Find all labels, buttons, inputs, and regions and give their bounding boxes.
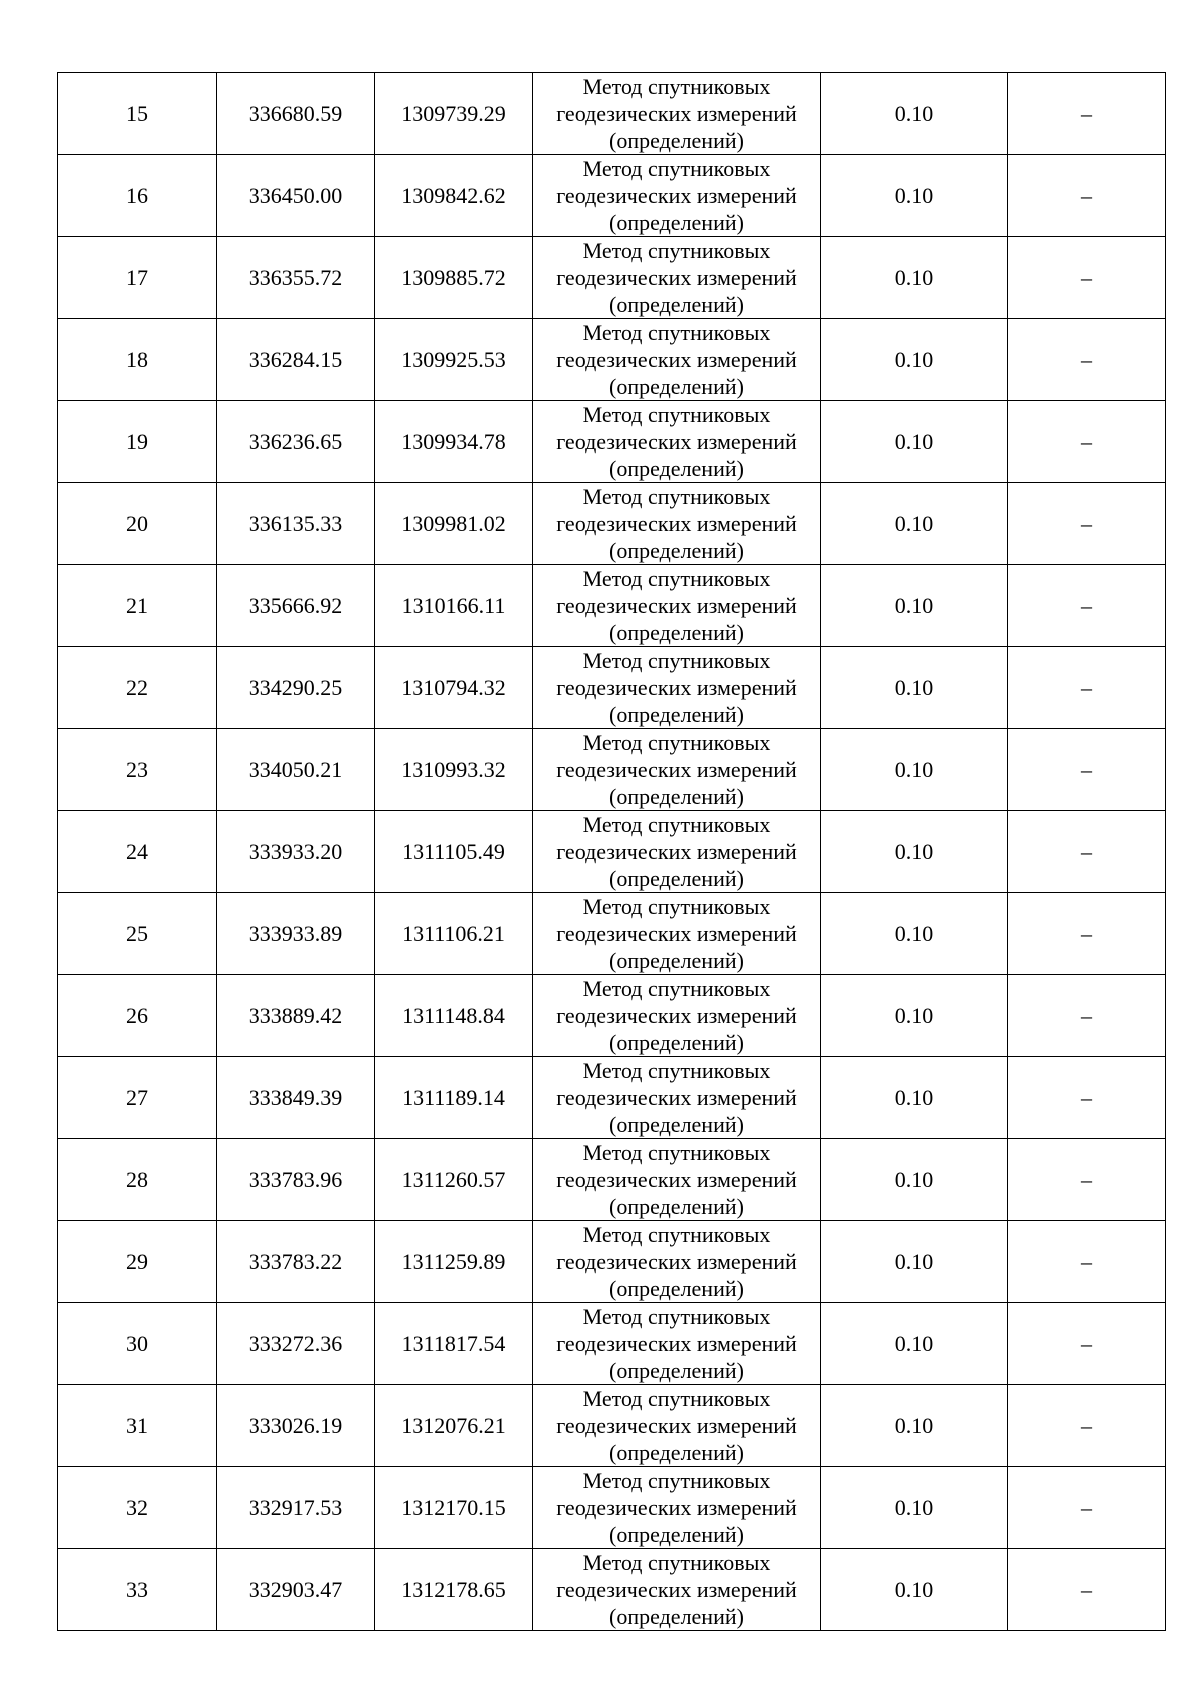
method-text-line: (определений) [609,702,744,727]
point-number-cell: 18 [58,319,217,401]
accuracy-cell: 0.10 [821,1057,1008,1139]
method-text-line: (определений) [609,784,744,809]
method-text-line: геодезических измерений [556,265,797,290]
point-number-cell: 23 [58,729,217,811]
note-cell: – [1008,647,1166,729]
method-cell [533,1385,821,1467]
method-text-line: Метод спутниковых [582,1140,771,1165]
note-cell: – [1008,1467,1166,1549]
method-text-line: (определений) [609,1604,744,1629]
x-coordinate-cell: 334290.25 [217,647,375,729]
table-row [58,237,1166,319]
accuracy-cell: 0.10 [821,565,1008,647]
method-cell [533,73,821,155]
table-row [58,1057,1166,1139]
method-text-line: (определений) [609,866,744,891]
method-text-line: (определений) [609,1522,744,1547]
table-row [58,1221,1166,1303]
method-cell [533,237,821,319]
table-row [58,401,1166,483]
method-text-line: геодезических измерений [556,921,797,946]
table-row [58,1467,1166,1549]
method-text-line: (определений) [609,456,744,481]
point-number-cell: 30 [58,1303,217,1385]
accuracy-cell: 0.10 [821,237,1008,319]
accuracy-cell: 0.10 [821,1549,1008,1631]
method-text-line: Метод спутниковых [582,484,771,509]
method-text-line: геодезических измерений [556,183,797,208]
note-cell: – [1008,975,1166,1057]
x-coordinate-cell: 333849.39 [217,1057,375,1139]
method-text-line: геодезических измерений [556,347,797,372]
y-coordinate-cell: 1311189.14 [375,1057,533,1139]
x-coordinate-cell: 332903.47 [217,1549,375,1631]
x-coordinate-cell: 333783.22 [217,1221,375,1303]
point-number-cell: 31 [58,1385,217,1467]
table-row [58,1549,1166,1631]
method-cell [533,1303,821,1385]
y-coordinate-cell: 1311105.49 [375,811,533,893]
method-cell [533,729,821,811]
x-coordinate-cell: 333933.89 [217,893,375,975]
method-text-line: (определений) [609,1030,744,1055]
method-text-line: (определений) [609,292,744,317]
accuracy-cell: 0.10 [821,155,1008,237]
x-coordinate-cell: 333272.36 [217,1303,375,1385]
method-text-line: Метод спутниковых [582,156,771,181]
note-cell: – [1008,483,1166,565]
note-cell: – [1008,1385,1166,1467]
table-row [58,893,1166,975]
method-text-line: Метод спутниковых [582,730,771,755]
y-coordinate-cell: 1310794.32 [375,647,533,729]
note-cell: – [1008,1057,1166,1139]
table-row [58,811,1166,893]
method-text-line: Метод спутниковых [582,812,771,837]
method-text-line: (определений) [609,538,744,563]
method-cell [533,1057,821,1139]
x-coordinate-cell: 336284.15 [217,319,375,401]
method-text-line: геодезических измерений [556,1495,797,1520]
method-text-line: Метод спутниковых [582,320,771,345]
accuracy-cell: 0.10 [821,73,1008,155]
method-text-line: геодезических измерений [556,511,797,536]
note-cell: – [1008,319,1166,401]
method-cell [533,565,821,647]
note-cell: – [1008,237,1166,319]
method-text-line: Метод спутниковых [582,566,771,591]
note-cell: – [1008,155,1166,237]
x-coordinate-cell: 336135.33 [217,483,375,565]
method-text-line: (определений) [609,1440,744,1465]
method-cell [533,319,821,401]
table-row [58,565,1166,647]
point-number-cell: 24 [58,811,217,893]
table-row [58,319,1166,401]
point-number-cell: 32 [58,1467,217,1549]
y-coordinate-cell: 1309739.29 [375,73,533,155]
point-number-cell: 17 [58,237,217,319]
table-row [58,1139,1166,1221]
y-coordinate-cell: 1311817.54 [375,1303,533,1385]
x-coordinate-cell: 333889.42 [217,975,375,1057]
method-text-line: геодезических измерений [556,101,797,126]
table-body [58,73,1166,1631]
accuracy-cell: 0.10 [821,975,1008,1057]
table-row [58,647,1166,729]
point-number-cell: 21 [58,565,217,647]
method-text-line: (определений) [609,1276,744,1301]
method-cell [533,1221,821,1303]
accuracy-cell: 0.10 [821,319,1008,401]
x-coordinate-cell: 336450.00 [217,155,375,237]
y-coordinate-cell: 1309885.72 [375,237,533,319]
point-number-cell: 29 [58,1221,217,1303]
method-text-line: геодезических измерений [556,839,797,864]
x-coordinate-cell: 333783.96 [217,1139,375,1221]
method-text-line: (определений) [609,374,744,399]
method-text-line: геодезических измерений [556,1003,797,1028]
table-row [58,155,1166,237]
method-text-line: Метод спутниковых [582,1386,771,1411]
table-row [58,729,1166,811]
method-text-line: геодезических измерений [556,1249,797,1274]
method-text-line: геодезических измерений [556,593,797,618]
note-cell: – [1008,73,1166,155]
method-text-line: геодезических измерений [556,1413,797,1438]
method-text-line: Метод спутниковых [582,648,771,673]
x-coordinate-cell: 336236.65 [217,401,375,483]
method-text-line: геодезических измерений [556,757,797,782]
point-number-cell: 33 [58,1549,217,1631]
note-cell: – [1008,1303,1166,1385]
point-number-cell: 26 [58,975,217,1057]
x-coordinate-cell: 335666.92 [217,565,375,647]
method-text-line: (определений) [609,1112,744,1137]
table-row [58,73,1166,155]
method-text-line: Метод спутниковых [582,976,771,1001]
accuracy-cell: 0.10 [821,1467,1008,1549]
accuracy-cell: 0.10 [821,1139,1008,1221]
y-coordinate-cell: 1310993.32 [375,729,533,811]
method-cell [533,811,821,893]
note-cell: – [1008,565,1166,647]
method-text-line: Метод спутниковых [582,402,771,427]
y-coordinate-cell: 1309842.62 [375,155,533,237]
method-cell [533,401,821,483]
method-text-line: (определений) [609,128,744,153]
point-number-cell: 19 [58,401,217,483]
note-cell: – [1008,811,1166,893]
note-cell: – [1008,1139,1166,1221]
y-coordinate-cell: 1312170.15 [375,1467,533,1549]
table-row [58,1385,1166,1467]
note-cell: – [1008,1549,1166,1631]
x-coordinate-cell: 334050.21 [217,729,375,811]
method-text-line: Метод спутниковых [582,1058,771,1083]
method-cell [533,647,821,729]
method-cell [533,1549,821,1631]
method-text-line: геодезических измерений [556,675,797,700]
method-cell [533,483,821,565]
point-number-cell: 16 [58,155,217,237]
accuracy-cell: 0.10 [821,1221,1008,1303]
note-cell: – [1008,729,1166,811]
method-cell [533,155,821,237]
method-cell [533,975,821,1057]
accuracy-cell: 0.10 [821,401,1008,483]
coordinates-table [57,72,1166,1631]
accuracy-cell: 0.10 [821,647,1008,729]
method-text-line: геодезических измерений [556,1331,797,1356]
method-text-line: (определений) [609,1194,744,1219]
method-text-line: (определений) [609,1358,744,1383]
method-cell [533,893,821,975]
method-text-line: геодезических измерений [556,1085,797,1110]
note-cell: – [1008,1221,1166,1303]
y-coordinate-cell: 1309925.53 [375,319,533,401]
y-coordinate-cell: 1310166.11 [375,565,533,647]
note-cell: – [1008,893,1166,975]
y-coordinate-cell: 1311148.84 [375,975,533,1057]
accuracy-cell: 0.10 [821,1303,1008,1385]
method-text-line: Метод спутниковых [582,238,771,263]
y-coordinate-cell: 1309981.02 [375,483,533,565]
method-text-line: Метод спутниковых [582,1468,771,1493]
method-text-line: Метод спутниковых [582,1222,771,1247]
method-text-line: Метод спутниковых [582,1550,771,1575]
accuracy-cell: 0.10 [821,1385,1008,1467]
y-coordinate-cell: 1312076.21 [375,1385,533,1467]
point-number-cell: 27 [58,1057,217,1139]
method-text-line: (определений) [609,948,744,973]
x-coordinate-cell: 336680.59 [217,73,375,155]
y-coordinate-cell: 1309934.78 [375,401,533,483]
accuracy-cell: 0.10 [821,893,1008,975]
note-cell: – [1008,401,1166,483]
method-text-line: (определений) [609,620,744,645]
method-text-line: Метод спутниковых [582,894,771,919]
x-coordinate-cell: 336355.72 [217,237,375,319]
method-text-line: Метод спутниковых [582,1304,771,1329]
point-number-cell: 22 [58,647,217,729]
x-coordinate-cell: 333026.19 [217,1385,375,1467]
x-coordinate-cell: 332917.53 [217,1467,375,1549]
point-number-cell: 28 [58,1139,217,1221]
point-number-cell: 20 [58,483,217,565]
x-coordinate-cell: 333933.20 [217,811,375,893]
method-text-line: геодезических измерений [556,1167,797,1192]
accuracy-cell: 0.10 [821,811,1008,893]
method-cell [533,1139,821,1221]
method-text-line: (определений) [609,210,744,235]
accuracy-cell: 0.10 [821,729,1008,811]
table-row [58,483,1166,565]
y-coordinate-cell: 1311260.57 [375,1139,533,1221]
method-text-line: геодезических измерений [556,429,797,454]
point-number-cell: 25 [58,893,217,975]
method-text-line: Метод спутниковых [582,74,771,99]
y-coordinate-cell: 1311106.21 [375,893,533,975]
method-text-line: геодезических измерений [556,1577,797,1602]
point-number-cell: 15 [58,73,217,155]
y-coordinate-cell: 1311259.89 [375,1221,533,1303]
method-cell [533,1467,821,1549]
table-row [58,975,1166,1057]
table-row [58,1303,1166,1385]
accuracy-cell: 0.10 [821,483,1008,565]
y-coordinate-cell: 1312178.65 [375,1549,533,1631]
